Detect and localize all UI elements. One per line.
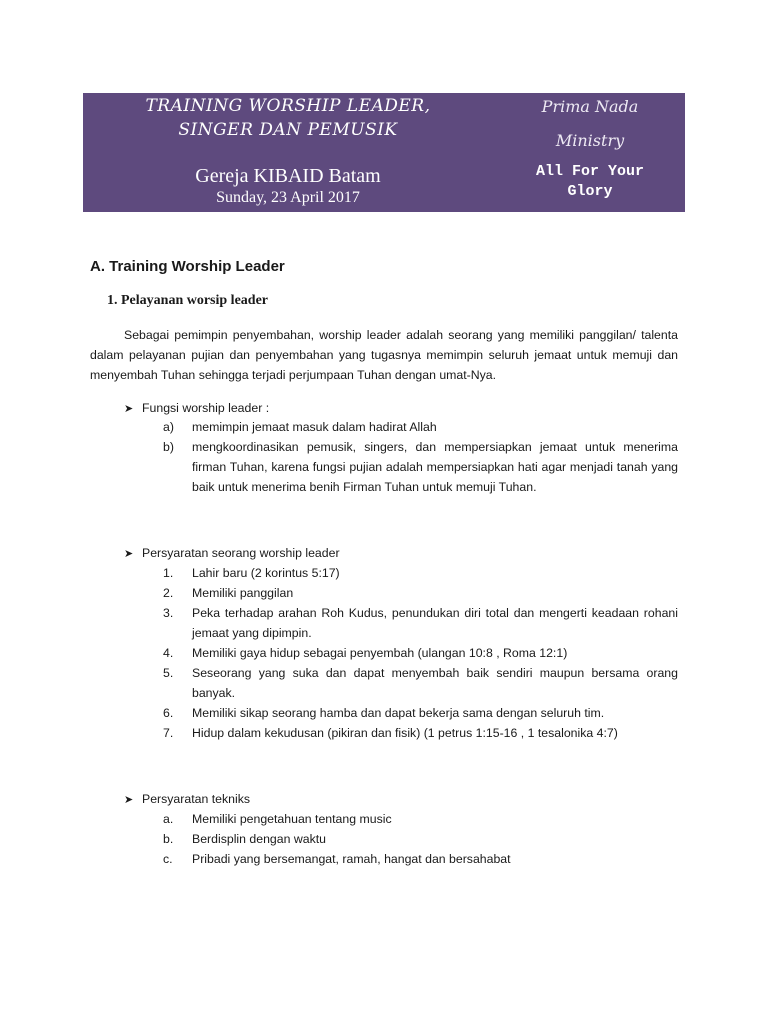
list-marker: 5. <box>163 666 174 680</box>
list-item <box>163 643 678 663</box>
list-item <box>163 583 678 603</box>
ministry-tagline <box>495 162 685 202</box>
arrow-bullet-icon: ➤ <box>124 548 134 560</box>
ministry-name-line2: Ministry <box>555 131 625 150</box>
list-item <box>163 849 678 869</box>
event-date: Sunday, 23 April 2017 <box>216 189 360 206</box>
list-item <box>163 829 678 849</box>
list-item-text: Berdisplin dengan waktu <box>192 832 326 846</box>
persyaratan-list <box>163 563 678 743</box>
list-item-text: Peka terhadap arahan Roh Kudus, penundukan diri total dan mengerti keadaan rohani jemaat yang dipimpin. <box>192 606 678 640</box>
list-marker: 3. <box>163 606 174 620</box>
tagline-line2: Glory <box>567 183 613 200</box>
header-banner <box>83 93 685 212</box>
banner-title-line2: SINGER DAN PEMUSIK <box>178 120 398 140</box>
list-item-text: Hidup dalam kekudusan (pikiran dan fisik) (1 petrus 1:15-16 , 1 tesalonika 4:7) <box>192 726 618 740</box>
list-marker: b. <box>163 832 174 846</box>
list-item-text: Lahir baru (2 korintus 5:17) <box>192 566 340 580</box>
list-marker: 2. <box>163 586 174 600</box>
banner-title-block <box>83 93 493 212</box>
fungsi-list <box>163 417 678 497</box>
list-item-text: Memiliki pengetahuan tentang music <box>192 812 392 826</box>
list-item <box>163 563 678 583</box>
banner-title-line1: TRAINING WORSHIP LEADER, <box>145 96 431 116</box>
list-marker: 1. <box>163 566 174 580</box>
list-marker: b) <box>163 440 174 454</box>
persyaratan-bullet <box>124 543 340 564</box>
ministry-name-line1: Prima Nada <box>541 97 639 116</box>
list-marker: 6. <box>163 706 174 720</box>
list-item-text: Seseorang yang suka dan dapat menyembah baik sendiri maupun bersama orang banyak. <box>192 666 678 700</box>
list-item <box>163 437 678 497</box>
list-marker: a) <box>163 420 174 434</box>
teknik-bullet <box>124 789 250 810</box>
section-heading: A. Training Worship Leader <box>90 258 285 275</box>
tagline-line1: All For Your <box>535 163 645 180</box>
list-marker: 4. <box>163 646 174 660</box>
persyaratan-title: Persyaratan seorang worship leader <box>142 546 340 560</box>
sub-heading: 1. Pelayanan worsip leader <box>107 293 268 308</box>
list-item <box>163 603 678 643</box>
list-marker: c. <box>163 852 173 866</box>
list-item-text: Memiliki gaya hidup sebagai penyembah (ulangan 10:8 , Roma 12:1) <box>192 646 568 660</box>
arrow-bullet-icon: ➤ <box>124 794 134 806</box>
list-item-text: mengkoordinasikan pemusik, singers, dan mempersiapkan jemaat untuk menerima firman Tuhan, karena fungsi pujian adalah mempersiapkan hati agar menjadi tanah yang baik untuk menerima benih Firman Tuhan untuk memuji Tuhan. <box>192 440 678 494</box>
list-marker: a. <box>163 812 174 826</box>
fungsi-bullet <box>124 398 269 419</box>
church-name: Gereja KIBAID Batam <box>195 165 381 187</box>
fungsi-title: Fungsi worship leader : <box>142 401 270 415</box>
teknik-title: Persyaratan tekniks <box>142 792 250 806</box>
list-item <box>163 723 678 743</box>
list-item <box>163 809 678 829</box>
arrow-bullet-icon: ➤ <box>124 403 134 415</box>
list-marker: 7. <box>163 726 174 740</box>
intro-paragraph: Sebagai pemimpin penyembahan, worship leader adalah seorang yang memiliki panggilan/ talenta dalam pelayanan pujian dan penyembahan yang tugasnya memimpin seluruh jemaat untuk memuji dan menyembah Tuhan sehingga terjadi perjumpaan Tuhan dengan umat-Nya. <box>90 328 678 382</box>
teknik-list <box>163 809 678 869</box>
list-item <box>163 703 678 723</box>
list-item <box>163 663 678 703</box>
list-item-text: Memiliki sikap seorang hamba dan dapat bekerja sama dengan seluruh tim. <box>192 706 605 720</box>
ministry-block <box>495 93 685 212</box>
list-item-text: Pribadi yang bersemangat, ramah, hangat dan bersahabat <box>192 852 511 866</box>
list-item <box>163 417 678 437</box>
list-item-text: memimpin jemaat masuk dalam hadirat Allah <box>192 420 437 434</box>
list-item-text: Memiliki panggilan <box>192 586 294 600</box>
